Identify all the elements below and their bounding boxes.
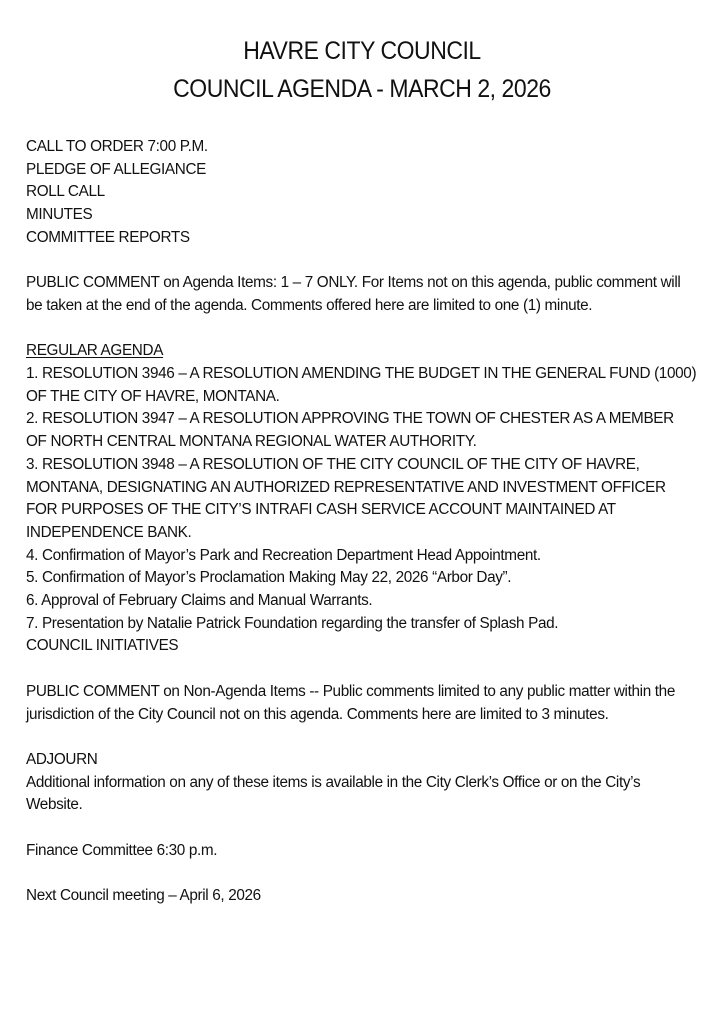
agenda-body: [26, 136, 698, 908]
pledge-of-allegiance: PLEDGE OF ALLEGIANCE: [26, 160, 207, 178]
additional-information: Additional information on any of these items is available in the City Clerk’s Office or on the City’s Website.: [26, 773, 641, 814]
agenda-item-1: 1. RESOLUTION 3946 – A RESOLUTION AMENDING THE BUDGET IN THE GENERAL FUND (1000) OF THE CITY OF HAVRE, MONTANA.: [26, 365, 697, 405]
next-council-meeting: Next Council meeting – April 6, 2026: [26, 887, 261, 905]
agenda-item-6: 6. Approval of February Claims and Manual Warrants.: [26, 592, 373, 610]
council-initiatives: COUNCIL INITIATIVES: [26, 637, 179, 655]
roll-call: ROLL CALL: [26, 183, 105, 201]
opening-section: [26, 136, 698, 250]
public-comment-non-agenda-items: PUBLIC COMMENT on Non-Agenda Items -- Public comments limited to any public matter within the jurisdiction of the City Council not on this agenda. Comments here are limited to 3 minutes.: [26, 682, 675, 723]
public-comment-agenda-items: PUBLIC COMMENT on Agenda Items: 1 – 7 ONLY. For Items not on this agenda, public comment will be taken at the end of the agenda. Comments offered here are limited to one (1) minute.: [26, 274, 681, 314]
agenda-date-heading: COUNCIL AGENDA - MARCH 2, 2026: [173, 75, 551, 103]
adjourn: ADJOURN: [26, 750, 98, 768]
spacer: [26, 658, 698, 681]
committee-reports: COMMITTEE REPORTS: [26, 228, 190, 246]
agenda-item-7: 7. Presentation by Natalie Patrick Foundation regarding the transfer of Splash Pad.: [26, 614, 559, 632]
call-to-order: CALL TO ORDER 7:00 P.M.: [26, 138, 208, 155]
spacer: [26, 318, 698, 341]
spacer: [26, 862, 698, 885]
finance-committee-time: Finance Committee 6:30 p.m.: [26, 841, 218, 859]
spacer: [26, 817, 698, 840]
agenda-item-5: 5. Confirmation of Mayor’s Proclamation Making May 22, 2026 “Arbor Day”.: [26, 569, 512, 587]
council-name-heading: HAVRE CITY COUNCIL: [243, 37, 481, 65]
regular-agenda-heading: REGULAR AGENDA: [26, 342, 164, 360]
agenda-item-4: 4. Confirmation of Mayor’s Park and Recreation Department Head Appointment.: [26, 546, 541, 564]
spacer: [26, 726, 698, 749]
page-title: [0, 32, 724, 108]
minutes: MINUTES: [26, 206, 93, 224]
regular-agenda-section: [26, 340, 698, 658]
agenda-item-3: 3. RESOLUTION 3948 – A RESOLUTION OF THE CITY COUNCIL OF THE CITY OF HAVRE, MONTANA, DESIGNATING AN AUTHORIZED REPRESENTATIVE AND INVESTMENT OFFICER FOR PURPOSES OF THE CITY’S INTRAFI CASH SERVICE ACCOUNT MAINTAINED AT INDEPENDENCE BANK.: [26, 455, 666, 541]
agenda-item-2: 2. RESOLUTION 3947 – A RESOLUTION APPROVING THE TOWN OF CHESTER AS A MEMBER OF NORTH CENTRAL MONTANA REGIONAL WATER AUTHORITY.: [26, 410, 674, 451]
spacer: [26, 250, 698, 273]
closing-section: [26, 749, 698, 908]
